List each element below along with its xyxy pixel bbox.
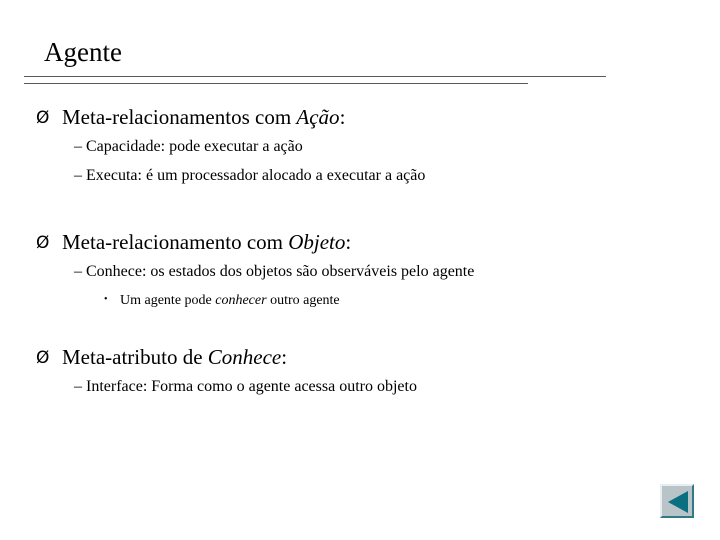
- title-divider: [24, 76, 606, 77]
- bullet-emphasis: Ação: [296, 105, 340, 129]
- subitem-capacidade: – Capacidade: pode executar a ação: [74, 138, 303, 155]
- subitem-executa: – Executa: é um processador alocado a executar a ação: [74, 167, 426, 184]
- bullet-arrow-icon: Ø: [36, 348, 50, 368]
- bullet-conhece: [36, 344, 287, 371]
- title-divider-secondary: [24, 83, 528, 84]
- subitem-conhece: – Conhece: os estados dos objetos são observáveis pelo agente: [74, 263, 475, 280]
- bullet-arrow-icon: Ø: [36, 108, 50, 128]
- bullet-suffix: :: [345, 230, 352, 254]
- slide-title: Agente: [44, 37, 122, 67]
- back-button[interactable]: [660, 484, 694, 518]
- subsub-emphasis: conhecer: [215, 293, 267, 308]
- subsub-after: outro agente: [266, 293, 340, 308]
- subsub-marker: •: [104, 294, 108, 305]
- bullet-text: Meta-relacionamentos com: [62, 105, 297, 129]
- bullet-arrow-icon: Ø: [36, 233, 50, 253]
- bullet-text: Meta-atributo de: [62, 345, 208, 369]
- bullet-objeto: [36, 229, 351, 256]
- bullet-suffix: :: [281, 345, 288, 369]
- subsub-before: Um agente pode: [120, 293, 216, 308]
- bullet-text: Meta-relacionamento com: [62, 230, 289, 254]
- subsubitem-conhecer: [104, 291, 340, 310]
- bullet-emphasis: Objeto: [288, 230, 346, 254]
- subitem-interface: – Interface: Forma como o agente acessa outro objeto: [74, 378, 417, 395]
- bullet-acao: [36, 104, 345, 131]
- bullet-suffix: :: [339, 105, 346, 129]
- bullet-emphasis: Conhece: [207, 345, 282, 369]
- back-arrow-icon: [666, 490, 690, 514]
